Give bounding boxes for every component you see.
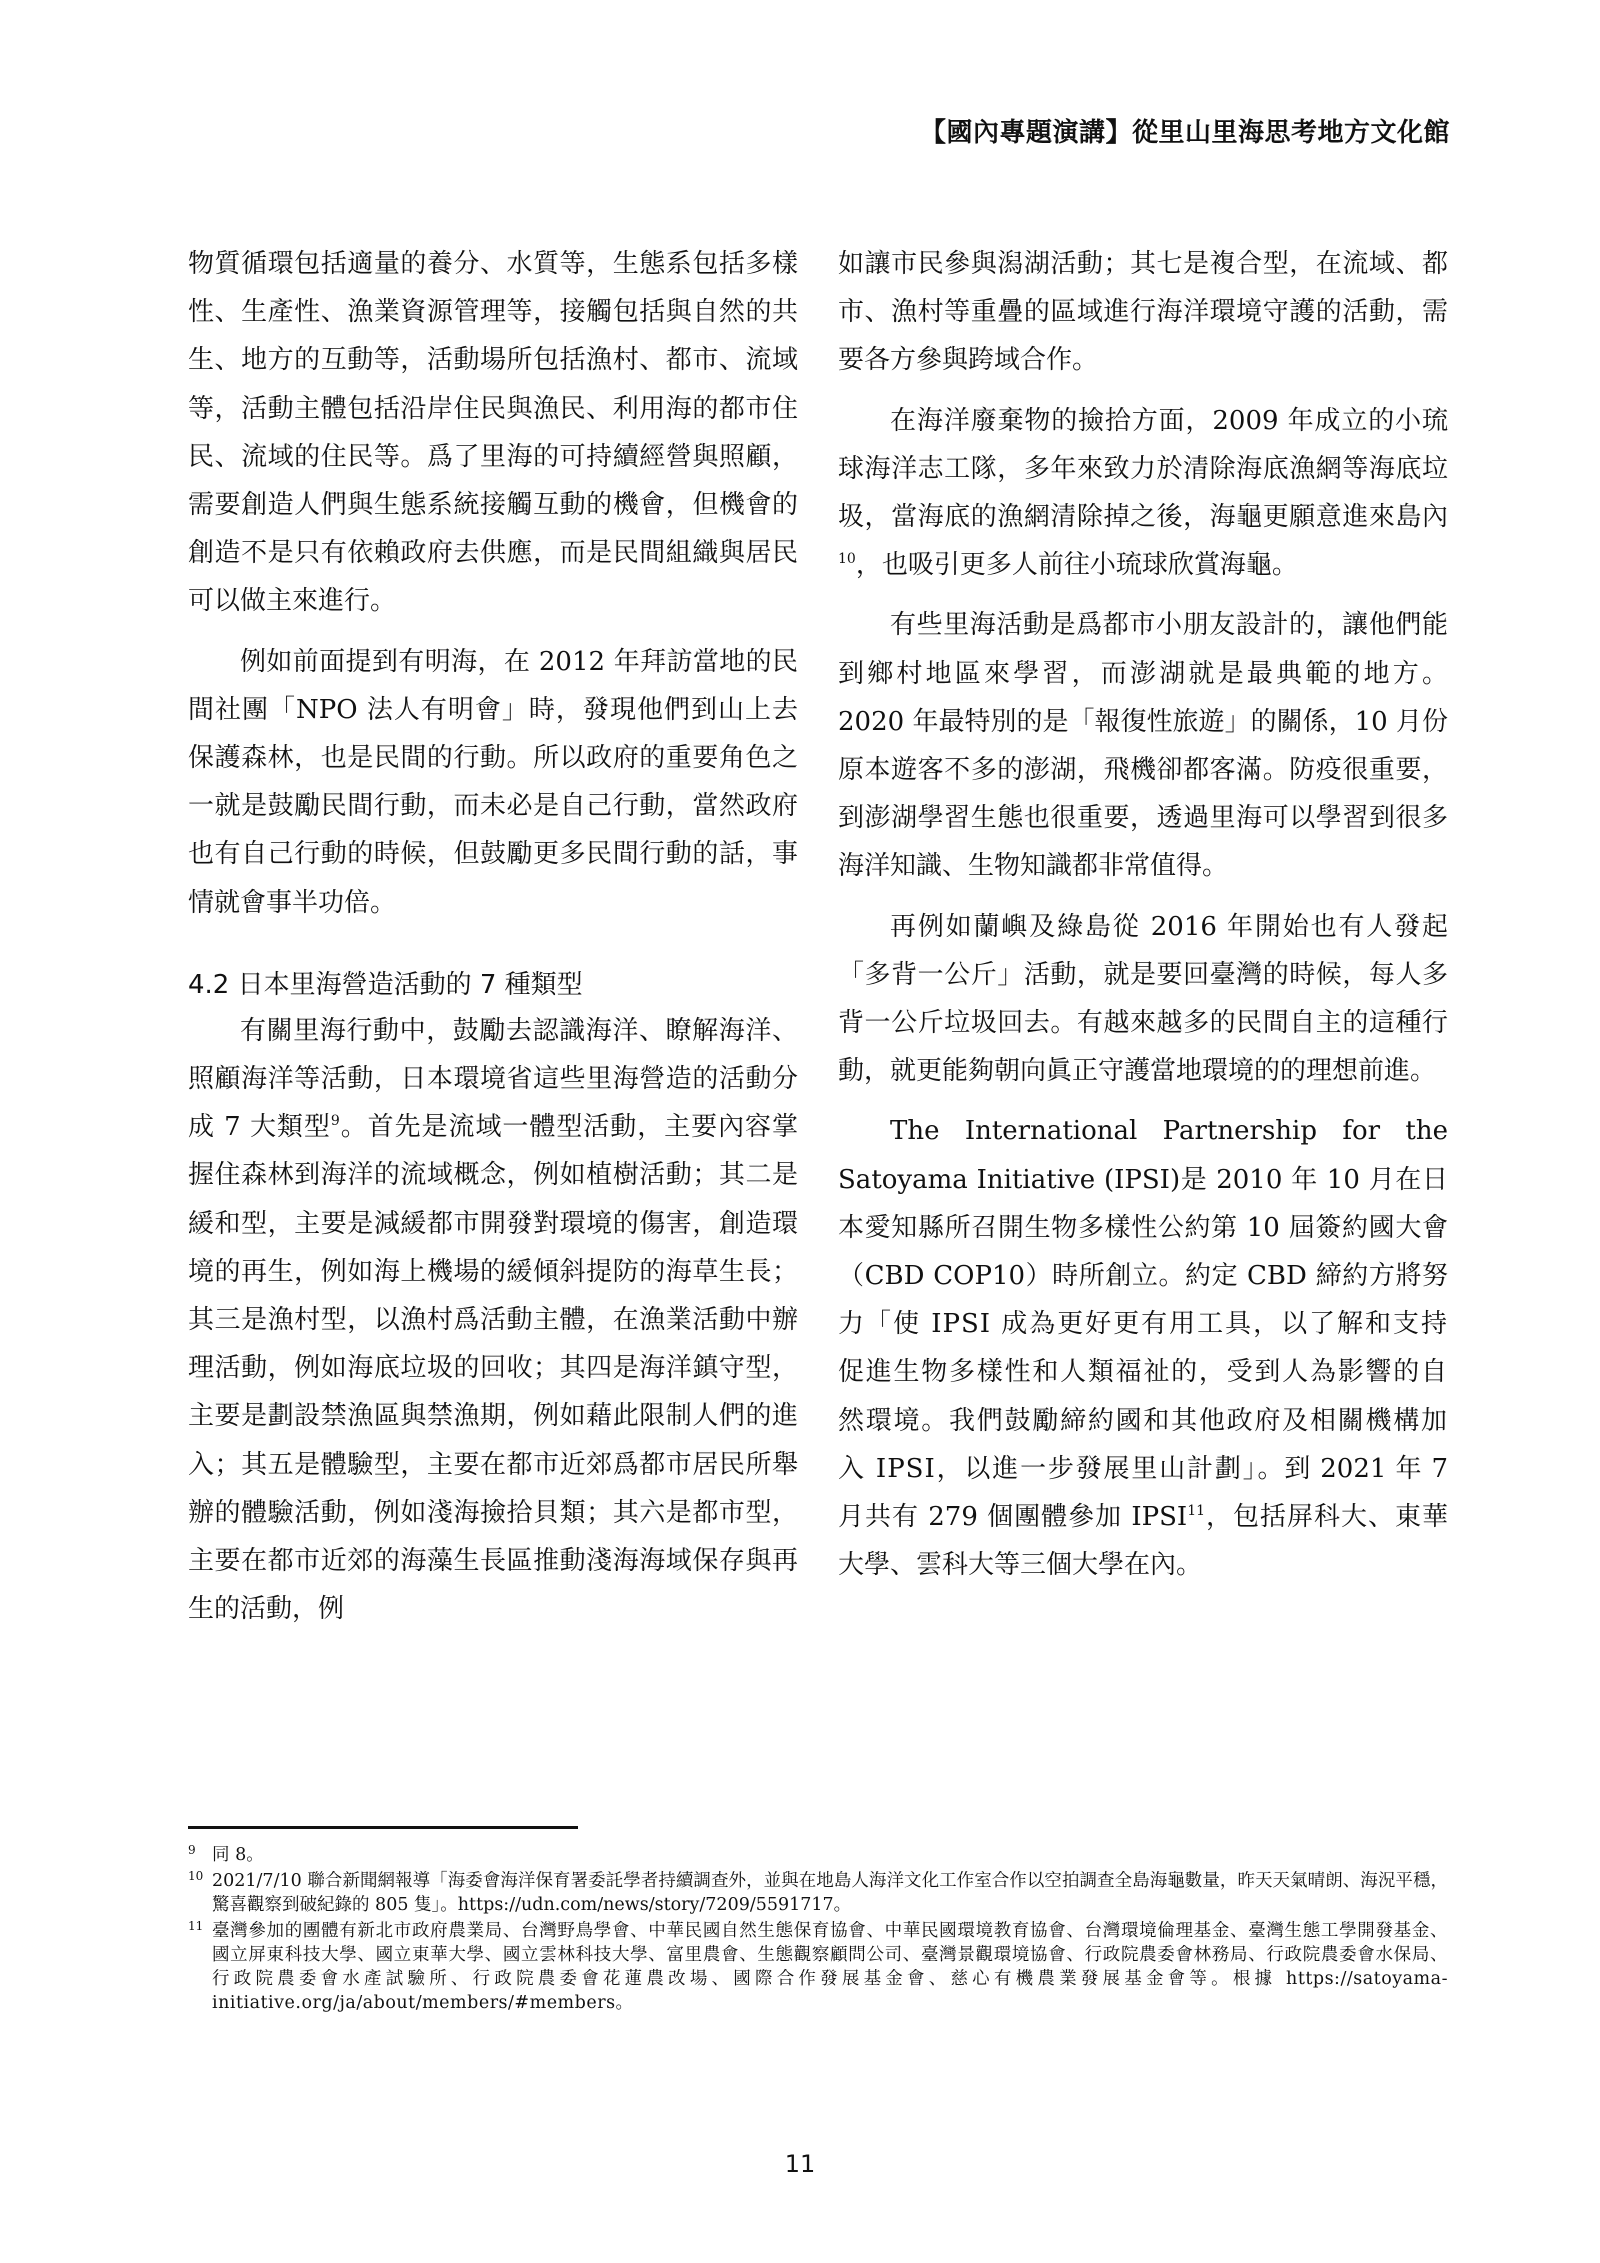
paragraph-text: 有關里海行動中，鼓勵去認識海洋、瞭解海洋、照顧海洋等活動，日本環境省這些里海營造的活動分成 7 大類型 — [188, 1015, 798, 1143]
paragraph-text: 。首先是流域一體型活動，主要內容掌握住森林到海洋的流域概念，例如植樹活動；其二是緩和型，主要是減緩都市開發對環境的傷害，創造環境的再生，例如海上機場的緩傾斜提防的海草生長；其三是漁村型，以漁村爲活動主體，在漁業活動中辦理活動，例如海底垃圾的回收；其四是海洋鎮守型，主要是劃設禁漁區與禁漁期，例如藉此限制人們的進入；其五是體驗型，主要在都市近郊爲都市居民所舉辦的體驗活動，例如淺海撿拾貝類；其六是都市型，主要在都市近郊的海藻生長區推動淺海海域保存與再生的活動，例 — [188, 1112, 798, 1625]
running-header: 【國內專題演講】從里山里海思考地方文化館 — [919, 118, 1450, 148]
paragraph-text: The International Partnership for the Satoyama Initiative (IPSI)是 2010 年 10 月在日本愛知縣所召開生物多樣性公約第 10 屆簽約國大會（CBD COP10）時所創立。約定 CBD 締約方將努力 — [838, 1116, 1448, 1340]
paragraph-text: 。到 2021 年 7 月共有 279 個團體參加 IPSI — [838, 1453, 1448, 1533]
paragraph: 有些里海活動是爲都市小朋友設計的，讓他們能到鄉村地區來學習，而澎湖就是最典範的地方。2020 年最特別的是「報復性旅遊」的關係，10 月份原本遊客不多的澎湖，飛機卻都客滿。防疫很重要，到澎湖學習生態也很重要，透過里海可以學習到很多海洋知識、生物知識都非常值得。 — [838, 610, 1448, 882]
footnote-text: 同 8。 — [212, 1845, 264, 1865]
footnote-text[interactable]: 臺灣參加的團體有新北市政府農業局、台灣野鳥學會、中華民國自然生態保育協會、中華民國環境教育協會、台灣環境倫理基金、臺灣生態工學開發基金、國立屏東科技大學、國立東華大學、國立雲林科技大學、富里農會、生態觀察顧問公司、臺灣景觀環境協會、行政院農委會林務局、行政院農委會水保局、行政院農委會水產試驗所、行政院農委會花蓮農改場、國際合作發展基金會、慈心有機農業發展基金會等。根據 https://satoyama-initiative.org/ja/about/members/#members。 — [212, 1921, 1448, 2013]
paragraph: 再例如蘭嶼及綠島從 2016 年開始也有人發起「多背一公斤」活動，就是要回臺灣的時候，每人多背一公斤垃圾回去。有越來越多的民間自主的這種行動，就更能夠朝向眞正守護當地環境的的理想前進。 — [838, 911, 1448, 1087]
section-heading: 4.2 日本里海營造活動的 7 種類型 — [188, 969, 583, 1000]
footnote-number: 10 — [188, 1869, 204, 1883]
footnote-text[interactable]: 2021/7/10 聯合新聞網報導「海委會海洋保育署委託學者持續調查外，並與在地島人海洋文化工作室合作以空拍調查全島海龜數量，昨天天氣晴朗、海況平穩，驚喜觀察到破紀錄的 805 隻」。https://udn.com/news/story/7209/5591717。 — [212, 1871, 1448, 1915]
paragraph: 例如前面提到有明海，在 2012 年拜訪當地的民間社團「NPO 法人有明會」時，發現他們到山上去保護森林，也是民間的行動。所以政府的重要角色之一就是鼓勵民間行動，而未必是自己行動，當然政府也有自己行動的時候，但鼓勵更多民間行動的話，事情就會事半功倍。 — [188, 646, 798, 918]
paragraph — [838, 1107, 1448, 1589]
right-column — [838, 240, 1448, 1601]
footnote — [188, 1869, 1448, 1917]
footnote-ref[interactable]: 9 — [330, 1113, 340, 1130]
paragraph-text: 在海洋廢棄物的撿拾方面，2009 年成立的小琉球海洋志工隊，多年來致力於清除海底漁網等海底垃圾，當海底的漁網清除掉之後，海龜更願意進來島內 — [838, 405, 1448, 533]
paragraph-text: ，也吸引更多人前往小琉球欣賞海龜。 — [855, 550, 1298, 581]
paragraph-text: ，包括屏科大、東華大學、雲科大等三個大學在內。 — [838, 1502, 1448, 1581]
ipsi-quote: 「使 IPSI 成為更好更有用工具，以了解和支持促進生物多樣性和人類福祉的，受到人為影響的自然環境。我們鼓勵締約國和其他政府及相關機構加入 IPSI，以進一步發展里山計劃」 — [838, 1309, 1448, 1484]
paragraph: 如讓市民參與潟湖活動；其七是複合型，在流域、都市、漁村等重疊的區域進行海洋環境守護的活動，需要各方參與跨域合作。 — [838, 249, 1448, 376]
footnote-number: 11 — [188, 1919, 204, 1933]
footnotes — [188, 1843, 1448, 2017]
footnote-ref[interactable]: 10 — [838, 551, 856, 568]
footnote — [188, 1919, 1448, 2015]
footnote-ref[interactable]: 11 — [1187, 1503, 1206, 1520]
footnote-number: 9 — [188, 1843, 196, 1857]
left-column — [188, 240, 798, 1645]
page-number: 11 — [784, 2150, 816, 2178]
paragraph — [838, 397, 1448, 590]
paragraph: 物質循環包括適量的養分、水質等，生態系包括多樣性、生產性、漁業資源管理等，接觸包括與自然的共生、地方的互動等，活動場所包括漁村、都市、流域等，活動主體包括沿岸住民與漁民、利用海的都市住民、流域的住民等。爲了里海的可持續經營與照顧，需要創造人們與生態系統接觸互動的機會，但機會的創造不是只有依賴政府去供應，而是民間組織與居民可以做主來進行。 — [188, 249, 798, 617]
footnote-divider — [188, 1826, 578, 1829]
paragraph — [188, 1007, 798, 1634]
footnote — [188, 1843, 1448, 1867]
